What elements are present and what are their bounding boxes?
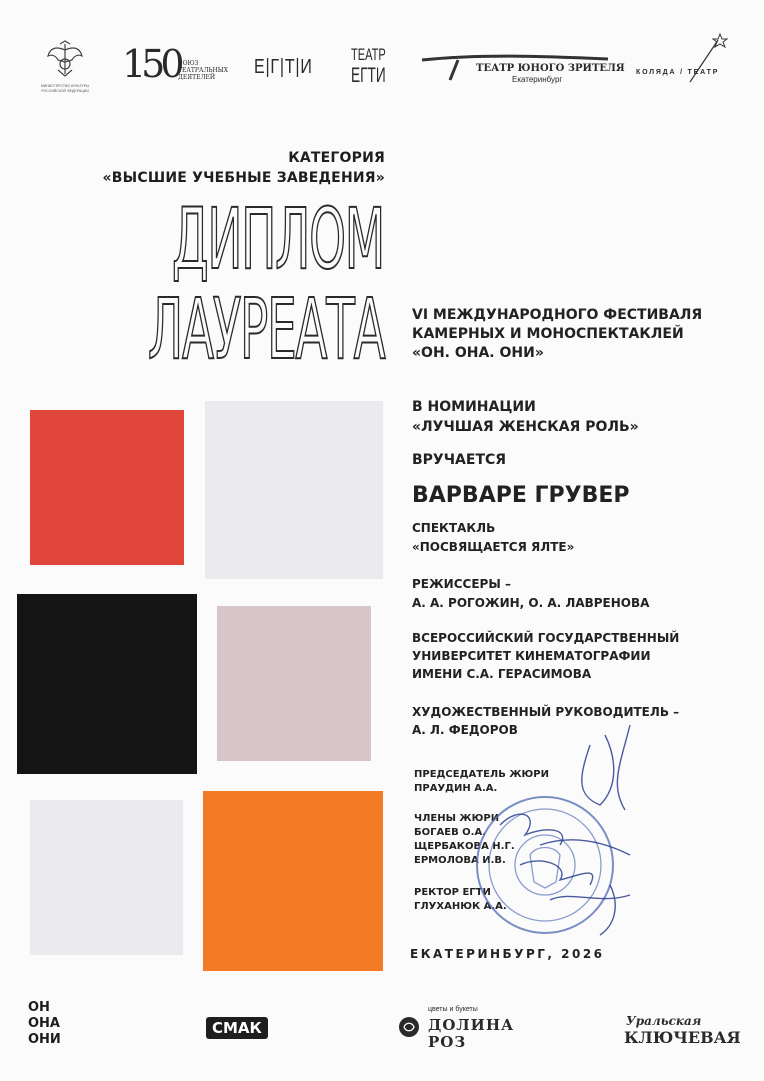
- light-square-bottom: [30, 800, 183, 955]
- ministry-logo: [36, 40, 94, 96]
- logos-top: [0, 30, 764, 100]
- tyuz-city: Екатеринбург: [512, 75, 563, 84]
- art-director-name: А. Л. ФЕДОРОВ: [412, 723, 518, 737]
- university-line3: ИМЕНИ С.А. ГЕРАСИМОВА: [412, 667, 592, 681]
- teatr-egti-line2: ЕГТИ: [351, 64, 386, 87]
- rector-label: РЕКТОР ЕГТИ: [414, 887, 491, 898]
- jury-member: ЕРМОЛОВА И.В.: [414, 855, 506, 866]
- rector-name: ГЛУХАНЮК А.А.: [414, 901, 507, 912]
- orange-square: [203, 791, 383, 971]
- dolina-name-line2: РОЗ: [428, 1033, 467, 1051]
- dolina-caption: цветы и букеты: [428, 1006, 478, 1013]
- logo-line-oni: ОНИ: [28, 1032, 61, 1047]
- union-caption: СОЮЗ ТЕАТРАЛЬНЫХ ДЕЯТЕЛЕЙ: [178, 60, 228, 81]
- festival-line3: «ОН. ОНА. ОНИ»: [412, 345, 544, 361]
- festival-line1: VI МЕЖДУНАРОДНОГО ФЕСТИВАЛЯ: [412, 307, 703, 323]
- directors-names: А. А. РОГОЖИН, О. А. ЛАВРЕНОВА: [412, 596, 650, 610]
- jury-label: ЧЛЕНЫ ЖЮРИ: [414, 813, 500, 824]
- kolyada-text: КОЛЯДА / ТЕАТР: [636, 69, 720, 76]
- kolyada-star-icon: [640, 30, 740, 90]
- category-label: КАТЕГОРИЯ: [288, 150, 385, 166]
- teatr-egti-line1: ТЕАТР: [351, 45, 386, 64]
- signature-strokes-icon: [480, 715, 650, 945]
- smak-logo: СМАК: [206, 1017, 268, 1039]
- jury-chair-label: ПРЕДСЕДАТЕЛЬ ЖЮРИ: [414, 769, 549, 780]
- diploma-title-line2: ЛАУРЕАТА: [147, 280, 384, 378]
- light-square-top: [205, 401, 383, 579]
- red-square: [30, 410, 184, 565]
- eagle-icon: [36, 40, 94, 80]
- diploma-title-line1: ДИПЛОМ: [171, 190, 384, 288]
- play-name: «ПОСВЯЩАЕТСЯ ЯЛТЕ»: [412, 540, 575, 554]
- play-label: СПЕКТАКЛЬ: [412, 521, 496, 535]
- klyuchevaya-text: КЛЮЧЕВАЯ: [624, 1028, 741, 1047]
- directors-label: РЕЖИССЕРЫ –: [412, 577, 511, 591]
- kolyada-logo: [640, 30, 740, 90]
- ministry-caption: МИНИСТЕРСТВО КУЛЬТУРЫ РОССИЙСКОЙ ФЕДЕРАЦИИ: [40, 84, 90, 93]
- dolina-name-line1: ДОЛИНА: [428, 1016, 515, 1034]
- signatures: [480, 715, 650, 945]
- black-square: [17, 594, 197, 774]
- category-value: «ВЫСШИЕ УЧЕБНЫЕ ЗАВЕДЕНИЯ»: [102, 170, 385, 186]
- logo-line-ona: ОНА: [28, 1016, 60, 1031]
- university-line2: УНИВЕРСИТЕТ КИНЕМАТОГРАФИИ: [412, 649, 651, 663]
- art-director-label: ХУДОЖЕСТВЕННЫЙ РУКОВОДИТЕЛЬ –: [412, 705, 680, 719]
- on-ona-oni-logo: [28, 1000, 84, 1056]
- nomination-value: «ЛУЧШАЯ ЖЕНСКАЯ РОЛЬ»: [412, 419, 639, 435]
- jury-member: ЩЕРБАКОВА Н.Г.: [414, 841, 515, 852]
- jury-chair-name: ПРАУДИН А.А.: [414, 783, 498, 794]
- pinkish-square: [217, 606, 371, 761]
- logo-line-on: ОН: [28, 1000, 50, 1015]
- tyuz-name: ТЕАТР ЮНОГО ЗРИТЕЛЯ: [476, 63, 625, 74]
- recipient-name: ВАРВАРЕ ГРУВЕР: [412, 483, 630, 508]
- festival-line2: КАМЕРНЫХ И МОНОСПЕКТАКЛЕЙ: [412, 326, 684, 342]
- uralskaya-text: Уральская: [626, 1014, 702, 1028]
- awarded-label: ВРУЧАЕТСЯ: [412, 452, 507, 468]
- place-year: ЕКАТЕРИНБУРГ, 2026: [410, 947, 605, 961]
- egti-logo: Е|Г|Т|И: [254, 56, 313, 78]
- nomination-label: В НОМИНАЦИИ: [412, 399, 536, 415]
- jury-member: БОГАЕВ О.А.: [414, 827, 487, 838]
- dolina-rose-icon: [398, 1016, 420, 1038]
- university-line1: ВСЕРОССИЙСКИЙ ГОСУДАРСТВЕННЫЙ: [412, 631, 680, 645]
- union-150-number: 150: [122, 42, 180, 86]
